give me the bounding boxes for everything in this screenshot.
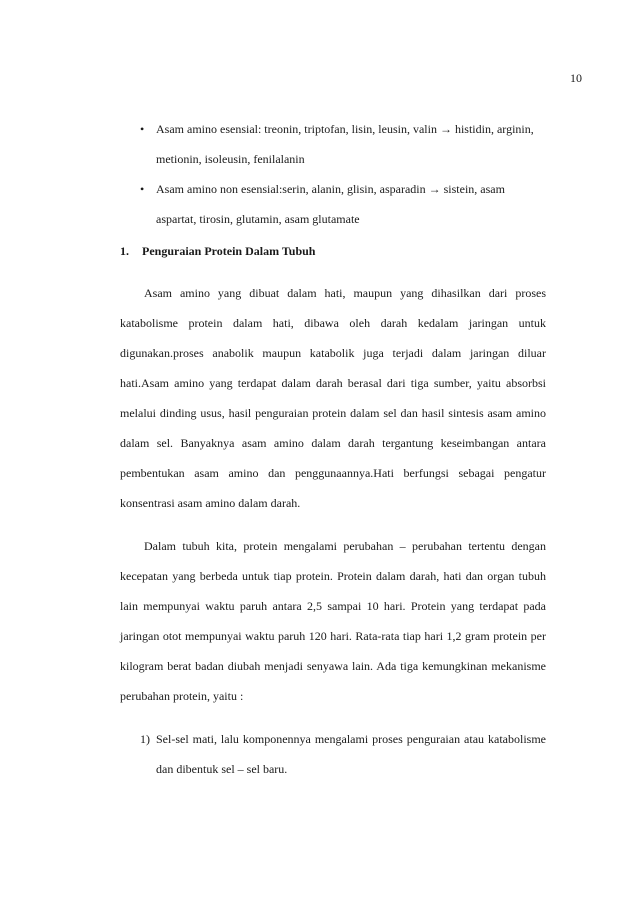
list-item-marker: 1) <box>140 732 150 746</box>
mechanism-list <box>120 724 546 784</box>
paragraph-amino-acid-sources: Asam amino yang dibuat dalam hati, maupun yang dihasilkan dari proses katabolisme protein dalam hati, dibawa oleh darah kedalam jaringan untuk digunakan.proses anabolik maupun katabolik juga terjadi dalam jaringan diluar hati.Asam amino yang terdapat dalam darah berasal dari tiga sumber, yaitu absorbsi melalui dinding usus, hasil penguraian protein dalam sel dan hasil sintesis asam amino dalam sel. Banyaknya asam amino dalam darah tergantung keseimbangan antara pembentukan asam amino dan penggunaannya.Hati berfungsi sebagai pengatur konsentrasi asam amino dalam darah. <box>120 286 546 510</box>
amino-acid-bullet-list <box>120 114 546 234</box>
section-number: 1. <box>120 244 129 258</box>
list-item-text: Sel-sel mati, lalu komponennya mengalami proses penguraian atau katabolisme dan dibentuk sel – sel baru. <box>156 732 546 776</box>
page-number: 10 <box>570 71 582 85</box>
document-body <box>120 114 546 784</box>
list-item <box>120 724 546 784</box>
bullet-essential-amino-acids: • Asam amino esensial: treonin, triptofan, lisin, leusin, valin → histidin, arginin, metionin, isoleusin, fenilalanin <box>120 114 546 174</box>
section-heading <box>120 236 546 266</box>
bullet-nonessential-amino-acids: • Asam amino non esensial:serin, alanin, glisin, asparadin → sistein, asam aspartat, tirosin, glutamin, asam glutamate <box>120 174 546 234</box>
section-title: Penguraian Protein Dalam Tubuh <box>142 244 316 258</box>
paragraph-protein-turnover: Dalam tubuh kita, protein mengalami perubahan – perubahan tertentu dengan kecepatan yang berbeda untuk tiap protein. Protein dalam darah, hati dan organ tubuh lain mempunyai waktu paruh antara 2,5 sampai 10 hari. Protein yang terdapat pada jaringan otot mempunyai waktu paruh 120 hari. Rata-rata tiap hari 1,2 gram protein per kilogram berat badan diubah menjadi senyawa lain. Ada tiga kemungkinan mekanisme perubahan protein, yaitu : <box>120 539 546 703</box>
